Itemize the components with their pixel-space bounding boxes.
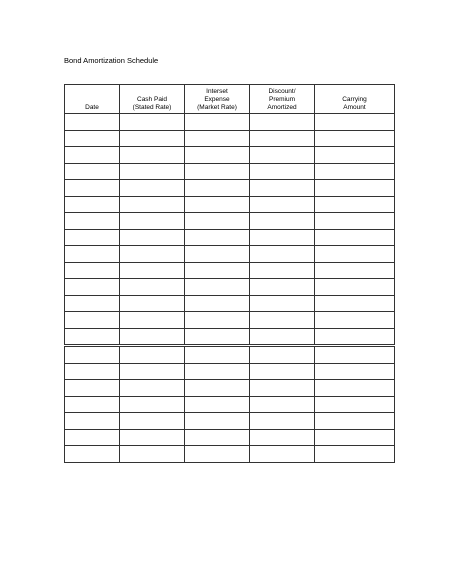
cell-carrying-amount bbox=[315, 279, 395, 296]
cell-date bbox=[65, 328, 120, 346]
cell-cash-paid bbox=[120, 130, 185, 147]
cell-discount-premium bbox=[250, 130, 315, 147]
cell-cash-paid bbox=[120, 346, 185, 364]
table-row bbox=[65, 363, 395, 380]
cell-date bbox=[65, 130, 120, 147]
cell-date bbox=[65, 279, 120, 296]
table-row bbox=[65, 295, 395, 312]
cell-discount-premium bbox=[250, 147, 315, 164]
cell-carrying-amount bbox=[315, 346, 395, 364]
cell-interest-expense bbox=[185, 196, 250, 213]
cell-discount-premium bbox=[250, 114, 315, 131]
cell-date bbox=[65, 262, 120, 279]
cell-carrying-amount bbox=[315, 413, 395, 430]
cell-discount-premium bbox=[250, 213, 315, 230]
cell-cash-paid bbox=[120, 396, 185, 413]
table-row bbox=[65, 328, 395, 346]
table-body bbox=[65, 114, 395, 463]
cell-interest-expense bbox=[185, 312, 250, 329]
cell-date bbox=[65, 295, 120, 312]
cell-carrying-amount bbox=[315, 114, 395, 131]
header-date: Date bbox=[65, 85, 120, 114]
header-cash-paid: Cash Paid (Stated Rate) bbox=[120, 85, 185, 114]
cell-date bbox=[65, 346, 120, 364]
cell-discount-premium bbox=[250, 180, 315, 197]
header-discount-premium: Discount/ Premium Amortized bbox=[250, 85, 315, 114]
table-row bbox=[65, 262, 395, 279]
cell-date bbox=[65, 229, 120, 246]
cell-interest-expense bbox=[185, 396, 250, 413]
cell-interest-expense bbox=[185, 147, 250, 164]
cell-interest-expense bbox=[185, 114, 250, 131]
cell-discount-premium bbox=[250, 262, 315, 279]
cell-date bbox=[65, 312, 120, 329]
cell-carrying-amount bbox=[315, 446, 395, 463]
cell-carrying-amount bbox=[315, 312, 395, 329]
cell-cash-paid bbox=[120, 413, 185, 430]
cell-date bbox=[65, 363, 120, 380]
cell-cash-paid bbox=[120, 229, 185, 246]
cell-discount-premium bbox=[250, 312, 315, 329]
cell-interest-expense bbox=[185, 346, 250, 364]
header-interest-expense: Interset Expense (Market Rate) bbox=[185, 85, 250, 114]
cell-carrying-amount bbox=[315, 380, 395, 397]
table-row bbox=[65, 446, 395, 463]
table-row bbox=[65, 114, 395, 131]
cell-discount-premium bbox=[250, 346, 315, 364]
cell-date bbox=[65, 380, 120, 397]
cell-carrying-amount bbox=[315, 262, 395, 279]
table-row bbox=[65, 163, 395, 180]
cell-date bbox=[65, 213, 120, 230]
cell-date bbox=[65, 147, 120, 164]
cell-discount-premium bbox=[250, 429, 315, 446]
cell-date bbox=[65, 396, 120, 413]
cell-discount-premium bbox=[250, 229, 315, 246]
cell-carrying-amount bbox=[315, 363, 395, 380]
cell-interest-expense bbox=[185, 380, 250, 397]
cell-cash-paid bbox=[120, 196, 185, 213]
cell-cash-paid bbox=[120, 446, 185, 463]
cell-date bbox=[65, 163, 120, 180]
cell-carrying-amount bbox=[315, 196, 395, 213]
cell-cash-paid bbox=[120, 114, 185, 131]
table-row bbox=[65, 380, 395, 397]
cell-interest-expense bbox=[185, 180, 250, 197]
cell-discount-premium bbox=[250, 196, 315, 213]
cell-interest-expense bbox=[185, 163, 250, 180]
cell-carrying-amount bbox=[315, 295, 395, 312]
table-row bbox=[65, 312, 395, 329]
cell-cash-paid bbox=[120, 295, 185, 312]
cell-carrying-amount bbox=[315, 213, 395, 230]
cell-interest-expense bbox=[185, 213, 250, 230]
cell-discount-premium bbox=[250, 380, 315, 397]
cell-cash-paid bbox=[120, 262, 185, 279]
cell-carrying-amount bbox=[315, 147, 395, 164]
cell-cash-paid bbox=[120, 147, 185, 164]
cell-carrying-amount bbox=[315, 163, 395, 180]
cell-discount-premium bbox=[250, 163, 315, 180]
cell-interest-expense bbox=[185, 363, 250, 380]
cell-carrying-amount bbox=[315, 429, 395, 446]
cell-carrying-amount bbox=[315, 246, 395, 263]
cell-discount-premium bbox=[250, 396, 315, 413]
cell-date bbox=[65, 114, 120, 131]
cell-interest-expense bbox=[185, 429, 250, 446]
table-row bbox=[65, 229, 395, 246]
cell-discount-premium bbox=[250, 295, 315, 312]
cell-discount-premium bbox=[250, 363, 315, 380]
cell-interest-expense bbox=[185, 246, 250, 263]
cell-interest-expense bbox=[185, 328, 250, 346]
cell-cash-paid bbox=[120, 246, 185, 263]
header-row bbox=[65, 85, 395, 114]
cell-cash-paid bbox=[120, 363, 185, 380]
cell-cash-paid bbox=[120, 380, 185, 397]
cell-cash-paid bbox=[120, 180, 185, 197]
cell-cash-paid bbox=[120, 328, 185, 346]
cell-discount-premium bbox=[250, 328, 315, 346]
cell-cash-paid bbox=[120, 312, 185, 329]
cell-interest-expense bbox=[185, 295, 250, 312]
cell-carrying-amount bbox=[315, 396, 395, 413]
cell-carrying-amount bbox=[315, 130, 395, 147]
table-row bbox=[65, 130, 395, 147]
cell-carrying-amount bbox=[315, 180, 395, 197]
cell-interest-expense bbox=[185, 279, 250, 296]
cell-discount-premium bbox=[250, 413, 315, 430]
cell-date bbox=[65, 446, 120, 463]
cell-date bbox=[65, 246, 120, 263]
table-row bbox=[65, 346, 395, 364]
cell-discount-premium bbox=[250, 279, 315, 296]
cell-cash-paid bbox=[120, 213, 185, 230]
table-row bbox=[65, 413, 395, 430]
table-row bbox=[65, 180, 395, 197]
cell-cash-paid bbox=[120, 429, 185, 446]
cell-interest-expense bbox=[185, 413, 250, 430]
table-row bbox=[65, 246, 395, 263]
cell-cash-paid bbox=[120, 279, 185, 296]
table-row bbox=[65, 213, 395, 230]
table-row bbox=[65, 196, 395, 213]
cell-carrying-amount bbox=[315, 229, 395, 246]
cell-date bbox=[65, 429, 120, 446]
table-row bbox=[65, 396, 395, 413]
cell-interest-expense bbox=[185, 130, 250, 147]
table-row bbox=[65, 147, 395, 164]
document-title: Bond Amortization Schedule bbox=[64, 56, 159, 65]
cell-date bbox=[65, 413, 120, 430]
cell-discount-premium bbox=[250, 246, 315, 263]
cell-interest-expense bbox=[185, 229, 250, 246]
cell-cash-paid bbox=[120, 163, 185, 180]
table-row bbox=[65, 279, 395, 296]
cell-interest-expense bbox=[185, 262, 250, 279]
cell-discount-premium bbox=[250, 446, 315, 463]
header-carrying-amount: Carrying Amount bbox=[315, 85, 395, 114]
cell-date bbox=[65, 196, 120, 213]
cell-carrying-amount bbox=[315, 328, 395, 346]
cell-interest-expense bbox=[185, 446, 250, 463]
amortization-table bbox=[64, 84, 395, 463]
cell-date bbox=[65, 180, 120, 197]
table-row bbox=[65, 429, 395, 446]
